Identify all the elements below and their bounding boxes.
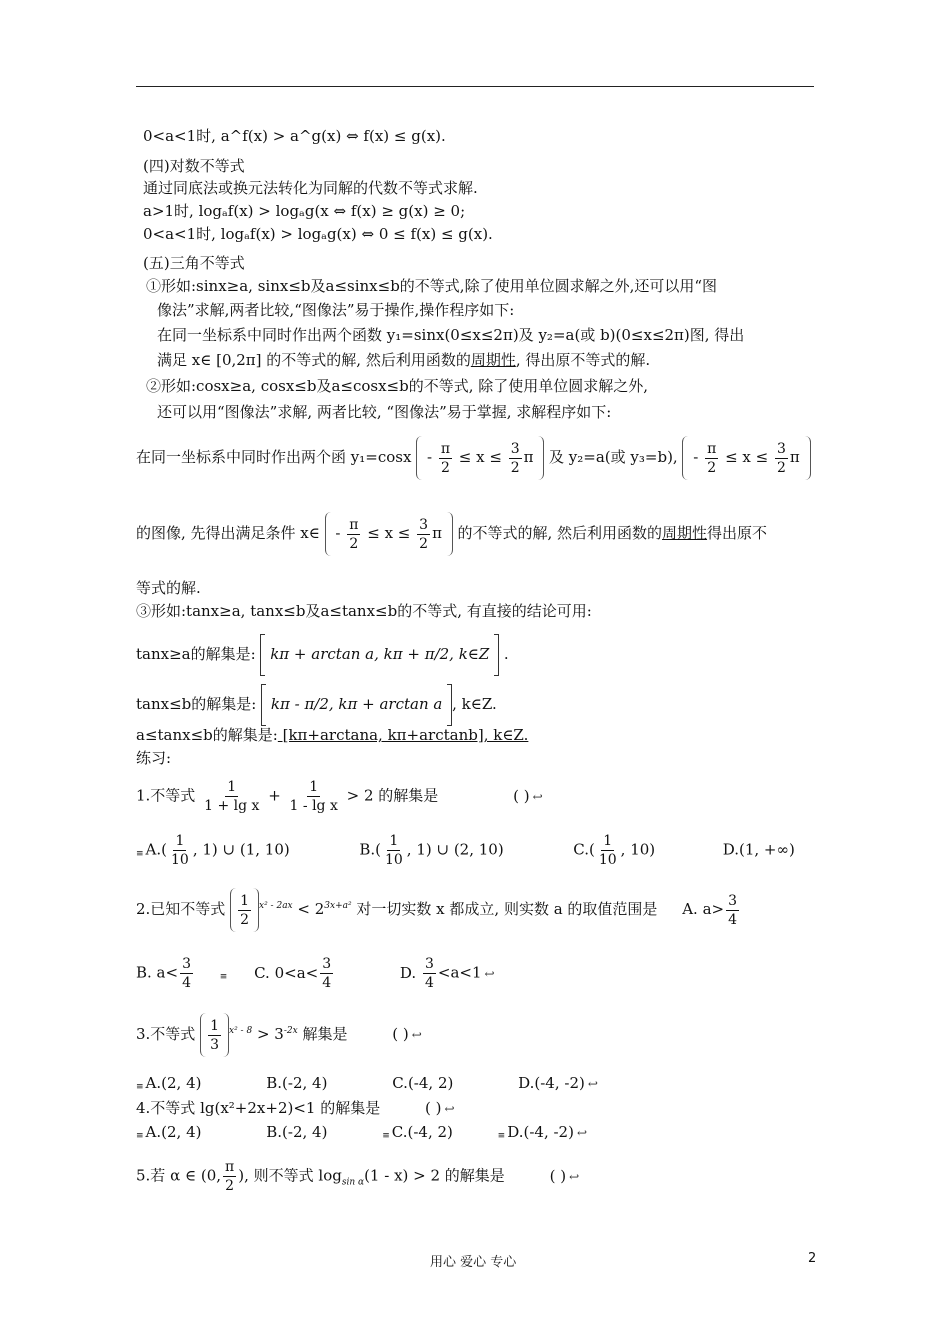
line-cos-4: 的图像, 先得出满足条件 x∈ - $\frac{\pi}{2}$ ≤ x ≤ $\frac{3}{2}$ π 的不等式的解, 然后利用函数的周期性得出原不 — [136, 512, 767, 556]
line-tan-ge-a — [136, 634, 509, 676]
line-tan-between-label: a≤tanx≤b的解集是: — [136, 726, 278, 744]
return-mark-icon: ↩ — [411, 1028, 422, 1042]
fraction-pi-over-2: $\frac{\pi}{2}$ — [349, 516, 359, 552]
option-a: A.(2, 4) — [145, 1074, 202, 1092]
question-2-text: 2.已知不等式 — [136, 900, 226, 918]
question-2-tail: 对一切实数 x 都成立, 则实数 a 的取值范围是 — [356, 900, 658, 918]
line-cos-1: ②形如:cosx≥a, cosx≤b及a≤cosx≤b的不等式, 除了使用单位圆求解之外, — [146, 377, 649, 395]
left-paren — [200, 1013, 206, 1057]
option-a: A.(2, 4) — [145, 1123, 202, 1141]
question-3: 3.不等式 $\frac{1}{3}$ $^{x^2 - 8} > 3^{-2x}$ 解集是 ( ) ↩ — [136, 1013, 422, 1057]
field-code-icon: ≡ — [136, 1082, 144, 1092]
tan-between-interval: [kπ+arctana, kπ+arctanb], k∈Z. — [277, 726, 529, 744]
option-b: B.(-2, 4) — [266, 1123, 328, 1141]
left-bracket — [261, 684, 266, 726]
line-cos-3: 在同一坐标系中同时作出两个函 y₁=cosx - $\frac{\pi}{2}$ ≤ x ≤ $\frac{3}{2}$ π 及 y₂=a(或 y₃=b), - $\frac{\pi}{2}$ ≤ x ≤ $\frac{3}{2}$ π — [136, 436, 811, 480]
right-paren — [447, 512, 453, 556]
question-5-text: 5.若 α ∈ (0, — [136, 1166, 222, 1185]
option-c: C.(-4, 2) — [392, 1074, 454, 1092]
question-3-tail: 解集是 — [302, 1025, 348, 1043]
periodicity-term: 周期性 — [470, 351, 516, 369]
option-c: C.(-4, 2) — [391, 1123, 453, 1141]
answer-blank: ( ) — [513, 786, 530, 805]
line-sin-4 — [157, 350, 650, 370]
fraction-1-over-1-plus-lgx: $\frac{1}{\text{1 + lg x}}$ — [204, 779, 260, 814]
right-bracket — [494, 634, 499, 676]
return-mark-icon: ↩ — [484, 966, 495, 981]
question-3-text: 3.不等式 — [136, 1025, 196, 1043]
fraction-1-over-1-minus-lgx: $\frac{1}{\text{1 - lg x}}$ — [289, 779, 338, 814]
field-code-icon: ≡ — [136, 1131, 144, 1141]
left-paren — [325, 512, 331, 556]
page-footer: 用心 爱心 专心 — [430, 1255, 517, 1270]
fraction-3-over-4: $\frac{3}{4}$ — [424, 956, 434, 991]
return-mark-icon: ↩ — [532, 789, 543, 804]
left-paren — [682, 436, 688, 480]
line-cos-3-mid: 及 y₂=a(或 y₃=b), — [549, 448, 678, 466]
header-rule — [136, 86, 814, 87]
fraction-1-over-10: $\frac{1}{10}$ — [171, 833, 189, 868]
option-c: C.( — [573, 840, 595, 859]
fraction-pi-over-2: $\frac{\pi}{2}$ — [225, 1159, 235, 1194]
line-tan-le-b — [136, 684, 497, 726]
option-c: C. 0<a< — [254, 963, 319, 982]
log-symbol: log — [318, 1166, 342, 1185]
line-log-a-gt-1: a>1时, logₐf(x) > logₐg(x ⇔ f(x) ≥ g(x) ≥ 0; — [143, 202, 466, 220]
answer-blank: ( ) — [392, 1025, 409, 1043]
option-b-rest: , 1) ∪ (2, 10) — [406, 840, 504, 859]
answer-blank: ( ) — [425, 1099, 442, 1117]
option-a: A.( — [145, 840, 167, 859]
option-c-rest: , 10) — [620, 840, 656, 859]
line-cos-2: 还可以用“图像法”求解, 两者比较, “图像法”易于掌握, 求解程序如下: — [157, 403, 612, 421]
return-mark-icon: ↩ — [587, 1077, 598, 1091]
page-number: 2 — [808, 1251, 817, 1266]
field-code-icon: ≡ — [497, 1131, 506, 1141]
right-paren — [538, 436, 544, 480]
option-d: D.(-4, -2) — [507, 1123, 574, 1141]
line-cos-4-end: 得出原不 — [707, 524, 768, 542]
option-a-rest: , 1) ∪ (1, 10) — [192, 840, 290, 859]
fraction-3-over-4: $\frac{3}{4}$ — [322, 956, 332, 991]
question-4-options — [136, 1122, 587, 1143]
line-sin-3: 在同一坐标系中同时作出两个函数 y₁=sinx(0≤x≤2π)及 y₂=a(或 b)(0≤x≤2π)图, 得出 — [157, 326, 745, 344]
question-4-text: 4.不等式 lg(x²+2x+2)<1 的解集是 — [136, 1099, 381, 1117]
fraction-1-over-2: $\frac{1}{2}$ — [240, 892, 250, 928]
fraction-pi-over-2: $\frac{\pi}{2}$ — [707, 440, 717, 476]
fraction-1-over-10: $\frac{1}{10}$ — [384, 833, 403, 868]
field-code-icon: ≡ — [136, 848, 144, 859]
line-sin-4-text: 满足 x∈ [0,2π] 的不等式的解, 然后利用函数的 — [157, 351, 471, 369]
option-d: D. — [399, 963, 417, 982]
tan-ge-a-interval: kπ + arctan a, kπ + π/2, k∈Z — [270, 645, 490, 663]
fraction-3-over-4: $\frac{3}{4}$ — [728, 892, 738, 928]
field-code-icon: ≡ — [382, 1131, 390, 1141]
line-tan-ge-a-label: tanx≥a的解集是: — [136, 645, 256, 663]
question-1: 1.不等式 $\frac{1}{\text{1 + lg x}}$ + $\frac{1}{\text{1 - lg x}}$ > 2 的解集是 ( ) ↩ — [136, 779, 543, 814]
left-bracket — [260, 634, 265, 676]
fraction-3-over-2: $\frac{3}{2}$ — [776, 440, 786, 476]
line-log-method: 通过同底法或换元法转化为同解的代数不等式求解. — [143, 179, 478, 197]
line-tan-le-b-label: tanx≤b的解集是: — [136, 695, 257, 713]
line-tan-le-b-end: , k∈Z. — [452, 695, 497, 713]
answer-blank: ( ) — [549, 1166, 567, 1185]
option-b: B.(-2, 4) — [266, 1074, 328, 1092]
question-5-tail: (1 - x) > 2 的解集是 — [364, 1166, 505, 1185]
fraction-3-over-4: $\frac{3}{4}$ — [182, 956, 191, 991]
heading-log-ineq: (四)对数不等式 — [143, 157, 245, 175]
question-3-options — [136, 1073, 598, 1094]
question-4 — [136, 1098, 455, 1119]
return-mark-icon: ↩ — [576, 1126, 588, 1140]
line-exp-ineq: 0<a<1时, a^f(x) > a^g(x) ⇔ f(x) ≤ g(x). — [143, 127, 446, 145]
periodicity-term: 周期性 — [662, 524, 708, 542]
line-tan-ge-a-end: . — [503, 645, 509, 663]
left-paren — [416, 436, 422, 480]
option-d-rest: <a<1 — [437, 963, 482, 982]
option-d: D.(-4, -2) — [518, 1074, 585, 1092]
log-base: sin α — [341, 1177, 365, 1188]
line-cos-4-mid: 的不等式的解, 然后利用函数的 — [457, 524, 663, 542]
fraction-3-over-2: $\frac{3}{2}$ — [419, 516, 429, 552]
heading-trig-ineq: (五)三角不等式 — [143, 254, 245, 272]
fraction-pi-over-2: $\frac{\pi}{2}$ — [440, 440, 451, 476]
right-paren — [805, 436, 811, 480]
return-mark-icon: ↩ — [444, 1102, 455, 1116]
question-5-mid: ), 则不等式 — [238, 1166, 314, 1185]
option-d: D.(1, +∞) — [722, 840, 795, 859]
fraction-3-over-2: $\frac{3}{2}$ — [510, 440, 520, 476]
question-5 — [136, 1158, 579, 1195]
line-cos-4-text: 的图像, 先得出满足条件 x∈ — [136, 524, 320, 542]
option-b: B.( — [359, 840, 381, 859]
left-paren — [230, 888, 236, 932]
option-a: A. a> — [682, 900, 725, 918]
question-2-options — [136, 955, 495, 992]
question-1-options — [136, 832, 795, 869]
line-cos-5: 等式的解. — [136, 579, 201, 597]
fraction-1-over-10: $\frac{1}{10}$ — [598, 833, 617, 868]
line-tan-between — [136, 725, 528, 745]
line-log-a-lt-1: 0<a<1时, logₐf(x) > logₐg(x) ⇔ 0 ≤ f(x) ≤ g(x). — [143, 225, 493, 243]
option-b: B. a< — [136, 963, 179, 982]
line-sin-1: ①形如:sinx≥a, sinx≤b及a≤sinx≤b的不等式,除了使用单位圆求解之外,还可以用“图 — [146, 277, 718, 295]
line-cos-3-text: 在同一坐标系中同时作出两个函 y₁=cosx — [136, 448, 412, 466]
line-sin-2: 像法”求解,两者比较,“图像法”易于操作,操作程序如下: — [157, 301, 515, 319]
exercises-heading: 练习: — [136, 749, 172, 767]
tan-le-b-interval: kπ - π/2, kπ + arctan a — [270, 695, 443, 713]
fraction-1-over-3: $\frac{1}{3}$ — [210, 1017, 220, 1053]
return-mark-icon: ↩ — [569, 1169, 580, 1184]
question-1-tail: > 2 的解集是 — [346, 786, 439, 805]
field-code-icon: ≡ — [219, 971, 228, 982]
question-2: 2.已知不等式 $\frac{1}{2}$ $^{x^2 - 2ax} < 2^{3x+a^2}$ 对一切实数 x 都成立, 则实数 a 的取值范围是 A. a> $\frac{3}{4}$ — [136, 888, 741, 932]
line-sin-4-end: , 得出原不等式的解. — [515, 351, 651, 369]
question-1-text: 1.不等式 — [136, 786, 196, 805]
line-tan-1: ③形如:tanx≥a, tanx≤b及a≤tanx≤b的不等式, 有直接的结论可用: — [136, 602, 592, 620]
